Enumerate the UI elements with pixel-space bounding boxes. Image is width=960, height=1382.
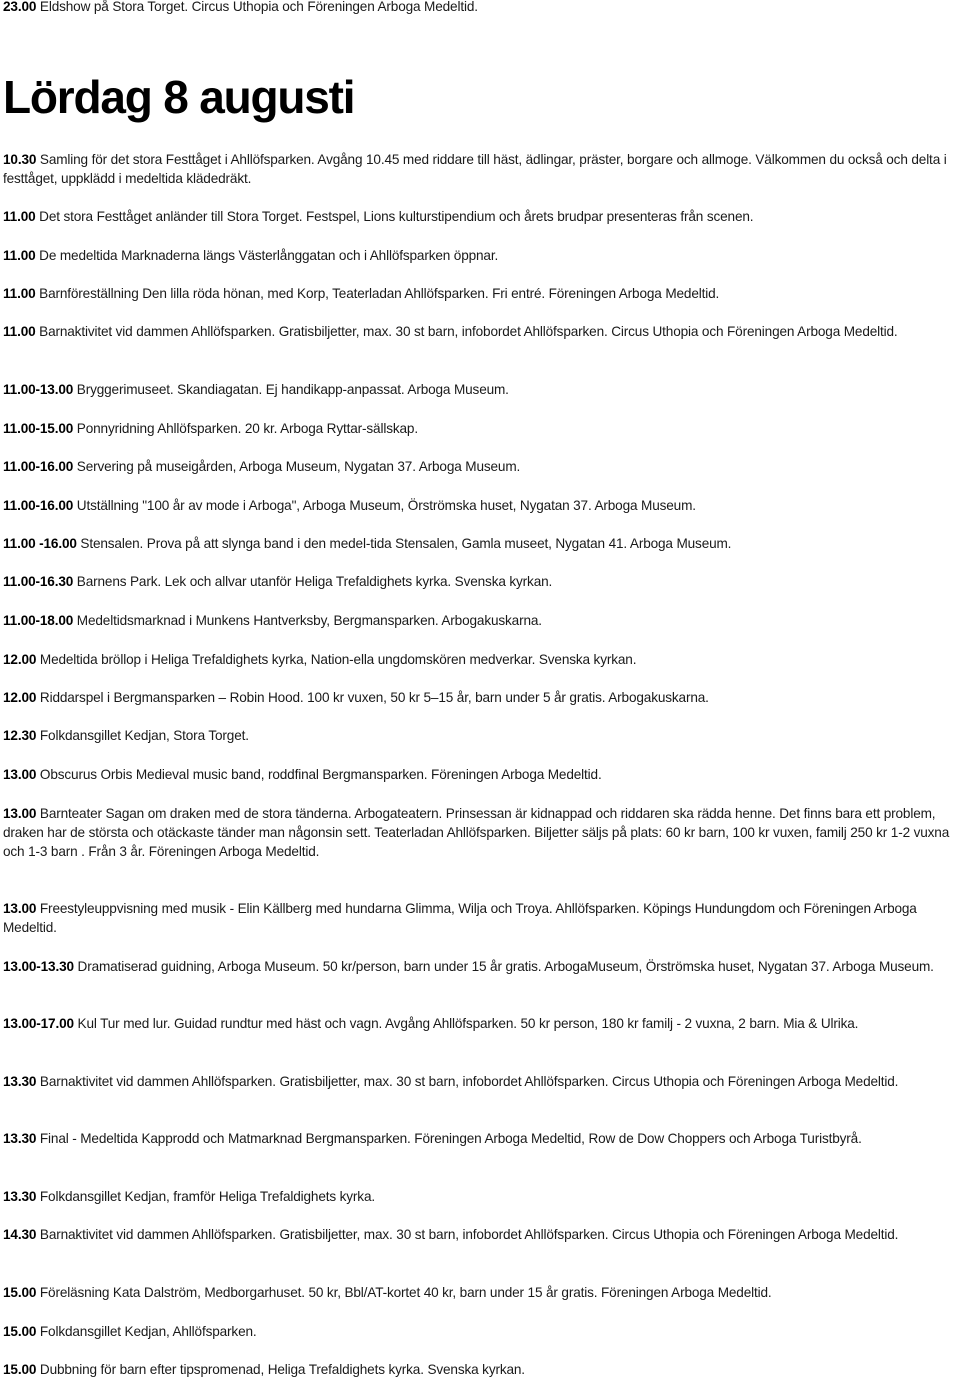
event-time: 11.00	[3, 248, 36, 263]
event-description: Freestyleuppvisning med musik - Elin Källberg med hundarna Glimma, Wilja och Troya. Ahllöfsparken. Köpings Hundungdom och Föreningen Arboga Medeltid.	[3, 901, 917, 935]
schedule-entry	[3, 246, 960, 265]
page-heading: Lördag 8 augusti	[3, 71, 355, 123]
event-description: Bryggerimuseet. Skandiagatan. Ej handikapp-anpassat. Arboga Museum.	[73, 382, 509, 397]
schedule-entry	[3, 572, 960, 591]
schedule-entry	[3, 1014, 960, 1033]
schedule-entry	[3, 899, 960, 937]
event-description: Servering på museigården, Arboga Museum, Nygatan 37. Arboga Museum.	[73, 459, 521, 474]
event-description: Ponnyridning Ahllöfsparken. 20 kr. Arboga Ryttar-sällskap.	[73, 421, 418, 436]
schedule-entry	[3, 150, 960, 188]
event-time: 13.00	[3, 767, 37, 782]
schedule-entry	[3, 1360, 960, 1379]
event-time: 11.00-16.00	[3, 498, 74, 513]
event-time: 13.00-17.00	[3, 1016, 74, 1031]
event-description: Utställning "100 år av mode i Arboga", Arboga Museum, Örströmska huset, Nygatan 37. Arboga Museum.	[73, 498, 696, 513]
event-description: Barnföreställning Den lilla röda hönan, med Korp, Teaterladan Ahllöfsparken. Fri entré. Föreningen Arboga Medeltid.	[35, 286, 720, 301]
event-time: 15.00	[3, 1362, 37, 1377]
event-description: Final - Medeltida Kapprodd och Matmarknad Bergmansparken. Föreningen Arboga Medeltid, Row de Dow Choppers och Arboga Turistbyrå.	[36, 1131, 862, 1146]
event-time: 11.00-16.00	[3, 459, 74, 474]
event-time: 12.30	[3, 728, 37, 743]
schedule-entry	[3, 1283, 960, 1302]
event-description: Dramatiserad guidning, Arboga Museum. 50 kr/person, barn under 15 år gratis. ArbogaMuseum, Örströmska huset, Nygatan 37. Arboga Museum.	[73, 959, 934, 974]
schedule-entry	[3, 207, 960, 226]
event-description: Obscurus Orbis Medieval music band, roddfinal Bergmansparken. Föreningen Arboga Medeltid.	[36, 767, 602, 782]
event-time: 13.30	[3, 1074, 37, 1089]
schedule-entry	[3, 611, 960, 630]
event-description: Riddarspel i Bergmansparken – Robin Hood. 100 kr vuxen, 50 kr 5–15 år, barn under 5 år gratis. Arbogakuskarna.	[36, 690, 709, 705]
schedule-entry	[3, 726, 960, 745]
pre-entry	[3, 0, 960, 16]
event-description: Barnens Park. Lek och allvar utanför Heliga Trefaldighets kyrka. Svenska kyrkan.	[73, 574, 553, 589]
schedule-entry	[3, 1225, 960, 1244]
schedule-entry	[3, 1129, 960, 1148]
event-description: Barnaktivitet vid dammen Ahllöfsparken. Gratisbiljetter, max. 30 st barn, infobordet Ahllöfsparken. Circus Uthopia och Föreningen Arboga Medeltid.	[36, 1074, 899, 1089]
event-time: 11.00-18.00	[3, 613, 74, 628]
event-time: 13.00	[3, 901, 37, 916]
schedule-entry	[3, 804, 960, 861]
event-description: Barnaktivitet vid dammen Ahllöfsparken. Gratisbiljetter, max. 30 st barn, infobordet Ahllöfsparken. Circus Uthopia och Föreningen Arboga Medeltid.	[35, 324, 898, 339]
event-time: 11.00	[3, 209, 36, 224]
event-time: 11.00-13.00	[3, 382, 74, 397]
event-time: 11.00 -16.00	[3, 536, 77, 551]
event-time: 23.00	[3, 0, 37, 14]
event-time: 13.00-13.30	[3, 959, 74, 974]
event-description: Medeltida bröllop i Heliga Trefaldighets kyrka, Nation-ella ungdomskören medverkar. Svenska kyrkan.	[36, 652, 637, 667]
schedule-entry	[3, 1187, 960, 1206]
event-time: 11.00	[3, 286, 36, 301]
event-time: 13.30	[3, 1131, 37, 1146]
event-time: 13.30	[3, 1189, 37, 1204]
schedule-entry	[3, 1072, 960, 1091]
event-description: Barnteater Sagan om draken med de stora tänderna. Arbogateatern. Prinsessan är kidnappad och riddaren ska rädda henne. Det finns bara ett problem, draken har de största och otäckaste tänder man någonsin sett. Teaterladan Ahllöfsparken. Biljetter säljs på plats: 60 kr barn, 100 kr vuxen, familj 250 kr 1-2 vuxna och 1-3 barn . Från 3 år. Föreningen Arboga Medeltid.	[3, 806, 950, 859]
event-description: Folkdansgillet Kedjan, framför Heliga Trefaldighets kyrka.	[36, 1189, 375, 1204]
event-time: 13.00	[3, 806, 37, 821]
event-time: 11.00	[3, 324, 36, 339]
schedule-entry	[3, 650, 960, 669]
schedule-entry	[3, 534, 960, 553]
event-description: Samling för det stora Festtåget i Ahllöfsparken. Avgång 10.45 med riddare till häst, ädlingar, präster, borgare och allmoge. Välkommen du också och delta i festtåget, uppklädd i medeltida klädedräkt.	[3, 152, 947, 186]
schedule-entry	[3, 457, 960, 476]
schedule-entry	[3, 688, 960, 707]
event-time: 12.00	[3, 690, 37, 705]
schedule-entry	[3, 765, 960, 784]
event-time: 10.30	[3, 152, 37, 167]
event-time: 14.30	[3, 1227, 37, 1242]
schedule-entry	[3, 284, 960, 303]
event-description: Medeltidsmarknad i Munkens Hantverksby, Bergmansparken. Arbogakuskarna.	[73, 613, 542, 628]
event-time: 11.00-16.30	[3, 574, 74, 589]
schedule-entry	[3, 496, 960, 515]
event-description: Folkdansgillet Kedjan, Stora Torget.	[36, 728, 249, 743]
schedule-entry	[3, 419, 960, 438]
schedule-entry	[3, 1322, 960, 1341]
event-description: Folkdansgillet Kedjan, Ahllöfsparken.	[36, 1324, 257, 1339]
event-description: De medeltida Marknaderna längs Västerlånggatan och i Ahllöfsparken öppnar.	[35, 248, 499, 263]
event-time: 11.00-15.00	[3, 421, 74, 436]
event-description: Det stora Festtåget anländer till Stora Torget. Festspel, Lions kulturstipendium och årets brudpar presenteras från scenen.	[35, 209, 754, 224]
event-description: Kul Tur med lur. Guidad rundtur med häst och vagn. Avgång Ahllöfsparken. 50 kr person, 180 kr familj - 2 vuxna, 2 barn. Mia & Ulrika.	[73, 1016, 859, 1031]
event-time: 15.00	[3, 1285, 37, 1300]
schedule-entry	[3, 957, 960, 976]
event-time: 12.00	[3, 652, 37, 667]
schedule-entry	[3, 322, 960, 341]
event-description: Stensalen. Prova på att slynga band i den medel-tida Stensalen, Gamla museet, Nygatan 41. Arboga Museum.	[76, 536, 732, 551]
schedule-entry	[3, 380, 960, 399]
event-description: Föreläsning Kata Dalström, Medborgarhuset. 50 kr, Bbl/AT-kortet 40 kr, barn under 15 år gratis. Föreningen Arboga Medeltid.	[36, 1285, 772, 1300]
event-time: 15.00	[3, 1324, 37, 1339]
event-description: Dubbning för barn efter tipspromenad, Heliga Trefaldighets kyrka. Svenska kyrkan.	[36, 1362, 525, 1377]
event-description: Eldshow på Stora Torget. Circus Uthopia och Föreningen Arboga Medeltid.	[36, 0, 478, 14]
event-description: Barnaktivitet vid dammen Ahllöfsparken. Gratisbiljetter, max. 30 st barn, infobordet Ahllöfsparken. Circus Uthopia och Föreningen Arboga Medeltid.	[36, 1227, 899, 1242]
